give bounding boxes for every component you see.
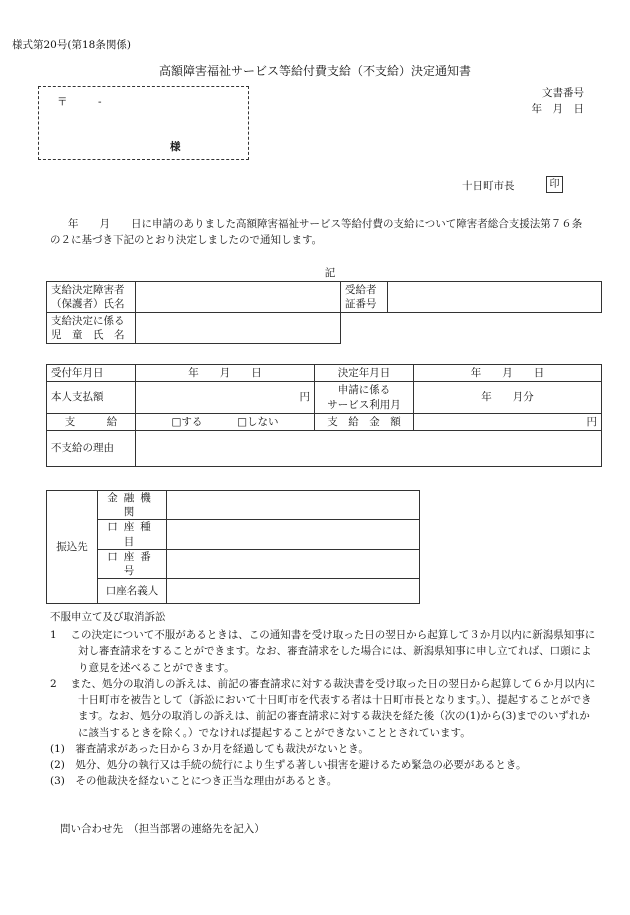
label-line: 支給決定障害者 bbox=[51, 283, 125, 296]
account-holder-value[interactable] bbox=[167, 579, 420, 604]
payment-yes-checkbox[interactable]: □する bbox=[171, 415, 203, 428]
decision-date-value: 年 月 日 bbox=[414, 365, 602, 382]
inquiry-line: 問い合わせ先 （担当部署の連絡先を記入） bbox=[60, 823, 265, 835]
service-month-label bbox=[315, 382, 414, 414]
label-line: 受給者 bbox=[345, 283, 377, 296]
ki-heading: 記 bbox=[324, 267, 336, 279]
payment-no-checkbox[interactable]: □しない bbox=[237, 415, 279, 428]
amount-value[interactable]: 円 bbox=[414, 414, 602, 431]
decision-table bbox=[46, 364, 602, 467]
reason-label: 不支給の理由 bbox=[47, 431, 136, 467]
notice-sub-2: (2) 処分、処分の執行又は手続の続行により生ずる著しい損害を避けるため緊急の必要があるとき。 bbox=[50, 759, 527, 772]
label-line: サービス利用月 bbox=[327, 398, 401, 411]
form-number: 様式第20号(第18条関係) bbox=[12, 39, 131, 51]
recipient-table bbox=[46, 281, 602, 344]
account-number-value[interactable] bbox=[167, 549, 420, 578]
payment-label: 支 給 bbox=[47, 414, 136, 431]
label-line: 申請に係る bbox=[337, 384, 391, 397]
notice-sub-1: (1) 審査請求があった日から３か月を経過しても裁決がないとき。 bbox=[50, 742, 369, 755]
self-pay-label: 本人支払額 bbox=[47, 382, 136, 414]
service-month-value: 年 月分 bbox=[414, 382, 602, 414]
bank-group-label: 振込先 bbox=[47, 491, 98, 604]
recipient-name-value[interactable] bbox=[136, 282, 341, 313]
self-pay-value[interactable]: 円 bbox=[136, 382, 315, 414]
recipient-name-label bbox=[47, 282, 136, 313]
bank-name-label: 金融機関 bbox=[98, 491, 167, 520]
issuer: 十日町市長 bbox=[462, 180, 515, 192]
postal-mark: 〒 bbox=[57, 96, 68, 108]
received-date-value: 年 月 日 bbox=[136, 365, 315, 382]
account-holder-label: 口座名義人 bbox=[98, 579, 167, 604]
notice-sub-3: (3) その他裁決を経ないことにつき正当な理由があるとき。 bbox=[50, 775, 338, 788]
page-title: 高額障害福祉サービス等給付費支給（不支給）決定通知書 bbox=[158, 64, 471, 78]
notice-paragraph-1: 1 この決定について不服があるときは、この通知書を受け取った日の翌日から起算して３か月以内に新潟県知事に対し審査請求をすることができます。なお、審査請求をした場合には、新潟県知事に申し立てれば、口頭により意見を述べることができます。 bbox=[50, 629, 596, 674]
doc-date: 年 月 日 bbox=[531, 103, 584, 115]
child-name-value[interactable] bbox=[136, 313, 341, 344]
notice-title: 不服申立て及び取消訴訟 bbox=[50, 611, 166, 623]
decision-date-label: 決定年月日 bbox=[315, 365, 414, 382]
account-number-label: 口座番号 bbox=[98, 549, 167, 578]
bank-table bbox=[46, 490, 420, 604]
recipient-cert-value[interactable] bbox=[388, 282, 602, 313]
label-line: 児 童 氏 名 bbox=[51, 329, 125, 341]
label-line: （保護者）氏名 bbox=[51, 298, 125, 310]
honorific: 様 bbox=[170, 141, 181, 153]
notice-body bbox=[50, 627, 598, 790]
payment-choices bbox=[136, 414, 315, 431]
child-name-label bbox=[47, 313, 136, 344]
intro-text: 年 月 日に申請のありました高額障害福祉サービス等給付費の支給について障害者総合支援法第７６条の２に基づき下記のとおり決定しましたので通知します。 bbox=[50, 218, 583, 247]
reason-value[interactable] bbox=[136, 431, 602, 467]
amount-label: 支 給 金 額 bbox=[315, 414, 414, 431]
account-type-value[interactable] bbox=[167, 520, 420, 549]
bank-name-value[interactable] bbox=[167, 491, 420, 520]
postal-dash: - bbox=[98, 96, 102, 108]
label-line: 支給決定に係る bbox=[51, 314, 125, 327]
seal-mark: 印 bbox=[546, 176, 563, 193]
recipient-cert-label bbox=[341, 282, 388, 313]
empty-cell bbox=[341, 313, 602, 344]
received-date-label: 受付年月日 bbox=[47, 365, 136, 382]
label-line: 証番号 bbox=[345, 298, 377, 310]
account-type-label: 口座種目 bbox=[98, 520, 167, 549]
notice-paragraph-2: 2 また、処分の取消しの訴えは、前記の審査請求に対する裁決書を受け取った日の翌日から起算して６か月以内に十日町市を被告として（訴訟において十日町市を代表する者は十日町市長となります。）、提起することができます。なお、処分の取消しの訴えは、前記の審査請求に対する裁決を経た後（次の(1)から(3)までのいずれかに該当するときを除く。）でなければ提起することができないこととされています。 bbox=[50, 677, 596, 739]
address-box bbox=[38, 86, 249, 160]
doc-number-label: 文書番号 bbox=[542, 87, 584, 99]
